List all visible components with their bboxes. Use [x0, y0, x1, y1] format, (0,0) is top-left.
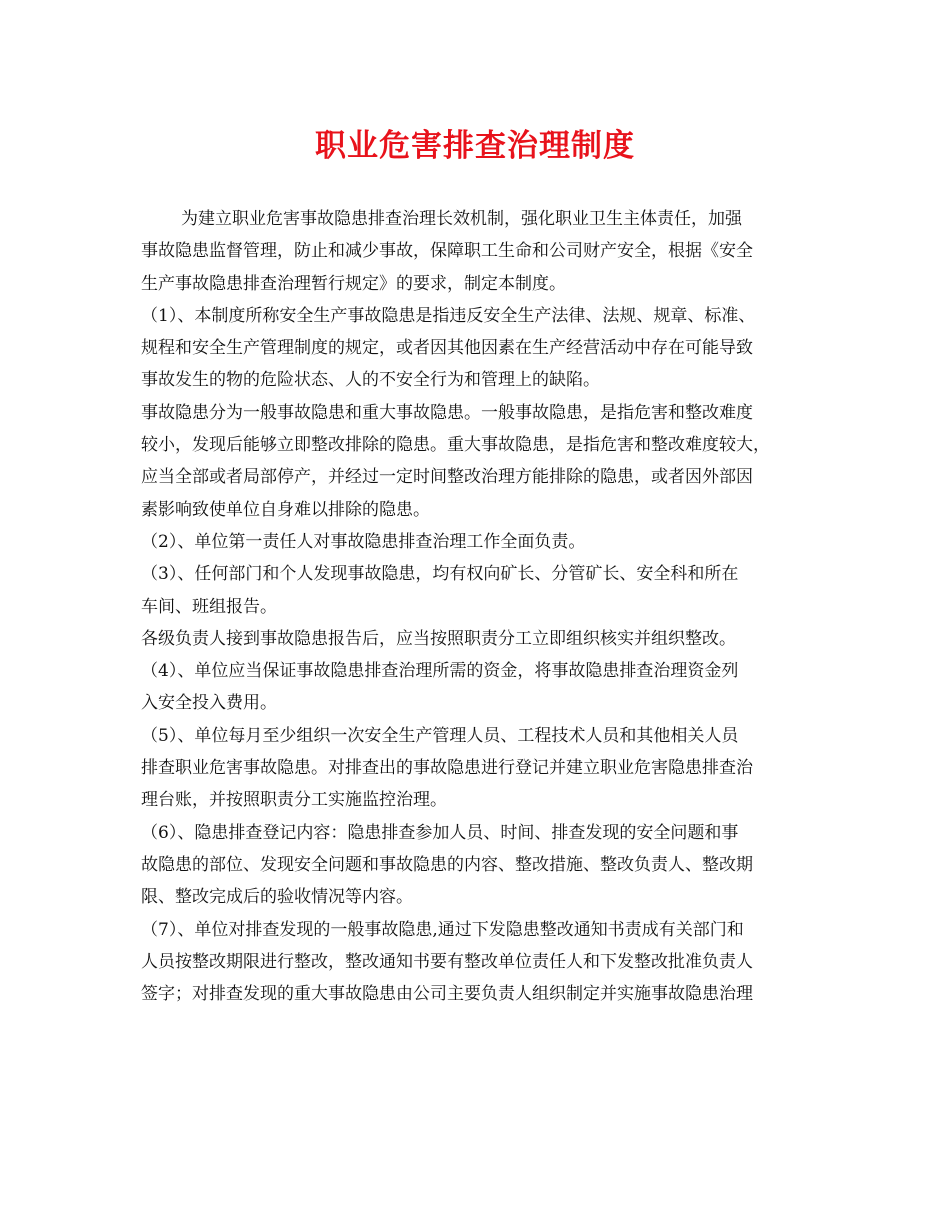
paragraph-line: 签字；对排查发现的重大事故隐患由公司主要负责人组织制定并实施事故隐患治理 [141, 984, 753, 1005]
paragraph-line: 人员按整改期限进行整改，整改通知书要有整改单位责任人和下发整改批准负责人 [141, 951, 753, 972]
paragraph-line: 较小，发现后能够立即整改排除的隐患。重大事故隐患，是指危害和整改难度较大， [141, 435, 770, 456]
paragraph-line: 排查职业危害事故隐患。对排查出的事故隐患进行登记并建立职业危害隐患排查治 [141, 758, 753, 779]
paragraph-line: （1）、本制度所称安全生产事故隐患是指违反安全生产法律、法规、规章、标准、 [141, 305, 756, 326]
paragraph-line: 各级负责人接到事故隐患报告后，应当按照职责分工立即组织核实并组织整改。 [141, 628, 736, 649]
paragraph-line: 理台账，并按照职责分工实施监控治理。 [141, 790, 447, 811]
paragraph-line: 车间、班组报告。 [141, 596, 277, 617]
paragraph-line: 故隐患的部位、发现安全问题和事故隐患的内容、整改措施、整改负责人、整改期 [141, 854, 753, 875]
paragraph-line: 素影响致使单位自身难以排除的隐患。 [141, 499, 430, 520]
paragraph-line: （7）、单位对排查发现的一般事故隐患,通过下发隐患整改通知书责成有关部门和 [141, 919, 744, 940]
paragraph-line: （3）、任何部门和个人发现事故隐患，均有权向矿长、分管矿长、安全科和所在 [141, 564, 739, 585]
paragraph-line: 事故隐患分为一般事故隐患和重大事故隐患。一般事故隐患，是指危害和整改难度 [141, 402, 753, 423]
paragraph-line: 限、整改完成后的验收情况等内容。 [141, 887, 413, 908]
paragraph-line: （2）、单位第一责任人对事故隐患排查治理工作全面负责。 [141, 531, 586, 552]
paragraph-line: （6）、隐患排查登记内容：隐患排查参加人员、时间、排查发现的安全问题和事 [141, 822, 739, 843]
paragraph-line: 生产事故隐患排查治理暂行规定》的要求，制定本制度。 [141, 273, 566, 294]
paragraph-line: 入安全投入费用。 [141, 693, 277, 714]
document-body [141, 203, 825, 1010]
paragraph-line: （5）、单位每月至少组织一次安全生产管理人员、工程技术人员和其他相关人员 [141, 725, 739, 746]
paragraph-line: （4）、单位应当保证事故隐患排查治理所需的资金，将事故隐患排查治理资金列 [141, 661, 739, 682]
paragraph-line: 规程和安全生产管理制度的规定，或者因其他因素在生产经营活动中存在可能导致 [141, 338, 753, 359]
paragraph-line: 应当全部或者局部停产，并经过一定时间整改治理方能排除的隐患，或者因外部因 [141, 467, 753, 488]
paragraph-line: 事故发生的物的危险状态、人的不安全行为和管理上的缺陷。 [141, 370, 600, 391]
paragraph-line: 事故隐患监督管理，防止和减少事故，保障职工生命和公司财产安全，根据《安全 [141, 241, 753, 262]
document-title: 职业危害排查治理制度 [315, 128, 635, 164]
paragraph-line: 为建立职业危害事故隐患排查治理长效机制，强化职业卫生主体责任，加强 [181, 209, 742, 229]
